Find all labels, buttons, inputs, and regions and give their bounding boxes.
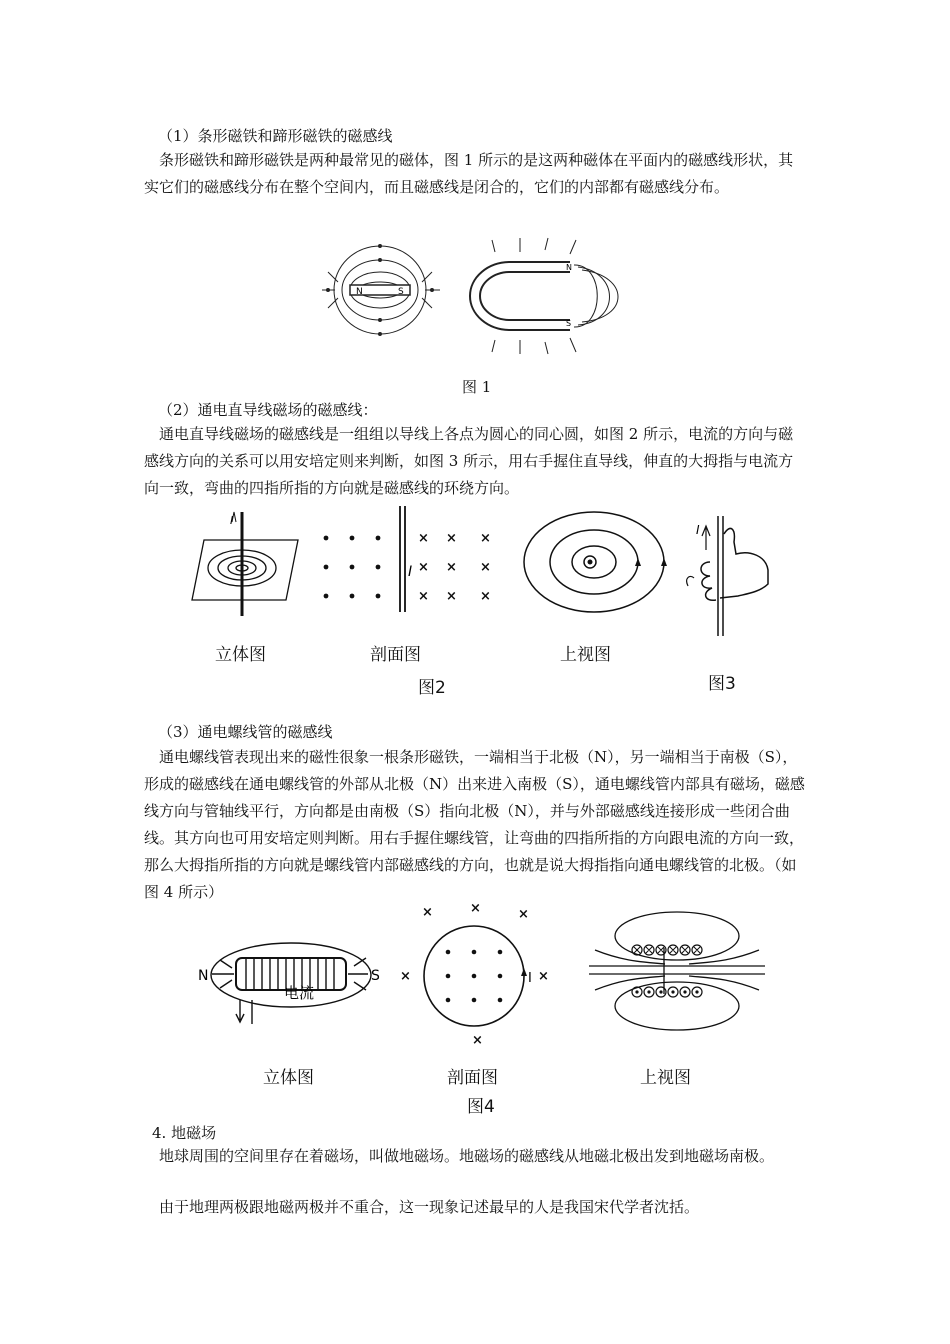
figure4-3d-view <box>196 930 386 1030</box>
bar-magnet-south: S <box>398 287 404 297</box>
section4-heading: 4. 地磁场 <box>152 1124 217 1142</box>
section3-heading: （3）通电螺线管的磁感线 <box>158 723 333 741</box>
svg-text:×: × <box>538 969 549 984</box>
fig4-label-3d: 立体图 <box>263 1068 314 1088</box>
figure2-3d-view <box>190 508 305 618</box>
fig2-label-top: 上视图 <box>560 645 611 665</box>
section2-heading: （2）通电直导线磁场的磁感线： <box>158 401 378 419</box>
figure4-top-view <box>585 906 775 1041</box>
bar-magnet-north: N <box>356 287 363 297</box>
svg-text:×: × <box>446 560 457 575</box>
figure2-top-view <box>520 508 670 616</box>
svg-text:×: × <box>480 589 491 604</box>
figure2-caption: 图2 <box>418 678 446 698</box>
figure4-caption: 图4 <box>467 1097 495 1117</box>
section2-body: 通电直导线磁场的磁感线是一组组以导线上各点为圆心的同心圆，如图 2 所示，电流的方向与磁感线方向的关系可以用安培定则来判断，如图 3 所示，用右手握住直导线，伸直的大拇指与电流方向一致，弯曲的四指所指的方向就是磁感线的环绕方向。 <box>144 425 794 497</box>
section4-body2: 由于地理两极跟地磁两极并不重合，这一现象记述最早的人是我国宋代学者沈括。 <box>159 1198 700 1216</box>
fig2-label-3d: 立体图 <box>215 645 266 665</box>
figure1-caption: 图 1 <box>462 378 492 396</box>
svg-text:×: × <box>446 589 457 604</box>
fig4-south: S <box>371 968 380 984</box>
fig3-current-label: I <box>696 523 700 537</box>
svg-text:×: × <box>480 531 491 546</box>
fig2-section-current-label: I <box>408 564 413 580</box>
figure3-right-hand <box>680 514 780 639</box>
figure1-magnets <box>320 232 630 362</box>
fig4-current-text: 电流 <box>284 984 315 1002</box>
section4-body1: 地球周围的空间里存在着磁场，叫做地磁场。地磁场的磁感线从地磁北极出发到地磁场南极。 <box>159 1147 775 1165</box>
svg-text:×: × <box>480 560 491 575</box>
fig4-current-label: I <box>528 971 532 986</box>
svg-text:×: × <box>400 969 411 984</box>
fig2-3d-current-label: I <box>230 514 234 527</box>
fig4-label-top: 上视图 <box>640 1068 691 1088</box>
fig4-label-section: 剖面图 <box>447 1068 498 1088</box>
horseshoe-north: N <box>566 263 572 272</box>
section3-body: 通电螺线管表现出来的磁性很象一根条形磁铁，一端相当于北极（N），另一端相当于南极（S），形成的磁感线在通电螺线管的外部从北极（N）出来进入南极（S），通电螺线管内部具有磁场，磁感线方向与管轴线平行，方向都是由南极（S）指向北极（N），并与外部磁感线连接形成一些闭合曲线。其方向也可用安培定则判断。用右手握住螺线管，让弯曲的四指所指的方向跟电流的方向一致，那么大拇指所指的方向就是螺线管内部磁感线的方向，也就是说大拇指指向通电螺线管的北极。（如图 4 所示） <box>144 748 805 901</box>
section1-body: 条形磁铁和蹄形磁铁是两种最常见的磁体，图 1 所示的是这两种磁体在平面内的磁感线形状，其实它们的磁感线分布在整个空间内，而且磁感线是闭合的，它们的内部都有磁感线分布。 <box>144 151 794 196</box>
svg-text:×: × <box>418 531 429 546</box>
svg-text:×: × <box>418 560 429 575</box>
svg-text:×: × <box>446 531 457 546</box>
svg-text:×: × <box>518 907 529 922</box>
svg-text:×: × <box>470 901 481 916</box>
svg-text:×: × <box>472 1033 483 1048</box>
svg-text:×: × <box>422 905 433 920</box>
horseshoe-south: S <box>566 319 572 328</box>
figure4-section-view <box>396 901 561 1048</box>
fig4-north: N <box>198 968 209 984</box>
figure2-section-view <box>318 504 498 614</box>
fig2-label-section: 剖面图 <box>370 645 421 665</box>
figure3-caption: 图3 <box>708 674 736 694</box>
svg-text:×: × <box>418 589 429 604</box>
section1-heading: （1）条形磁铁和蹄形磁铁的磁感线 <box>158 127 393 145</box>
